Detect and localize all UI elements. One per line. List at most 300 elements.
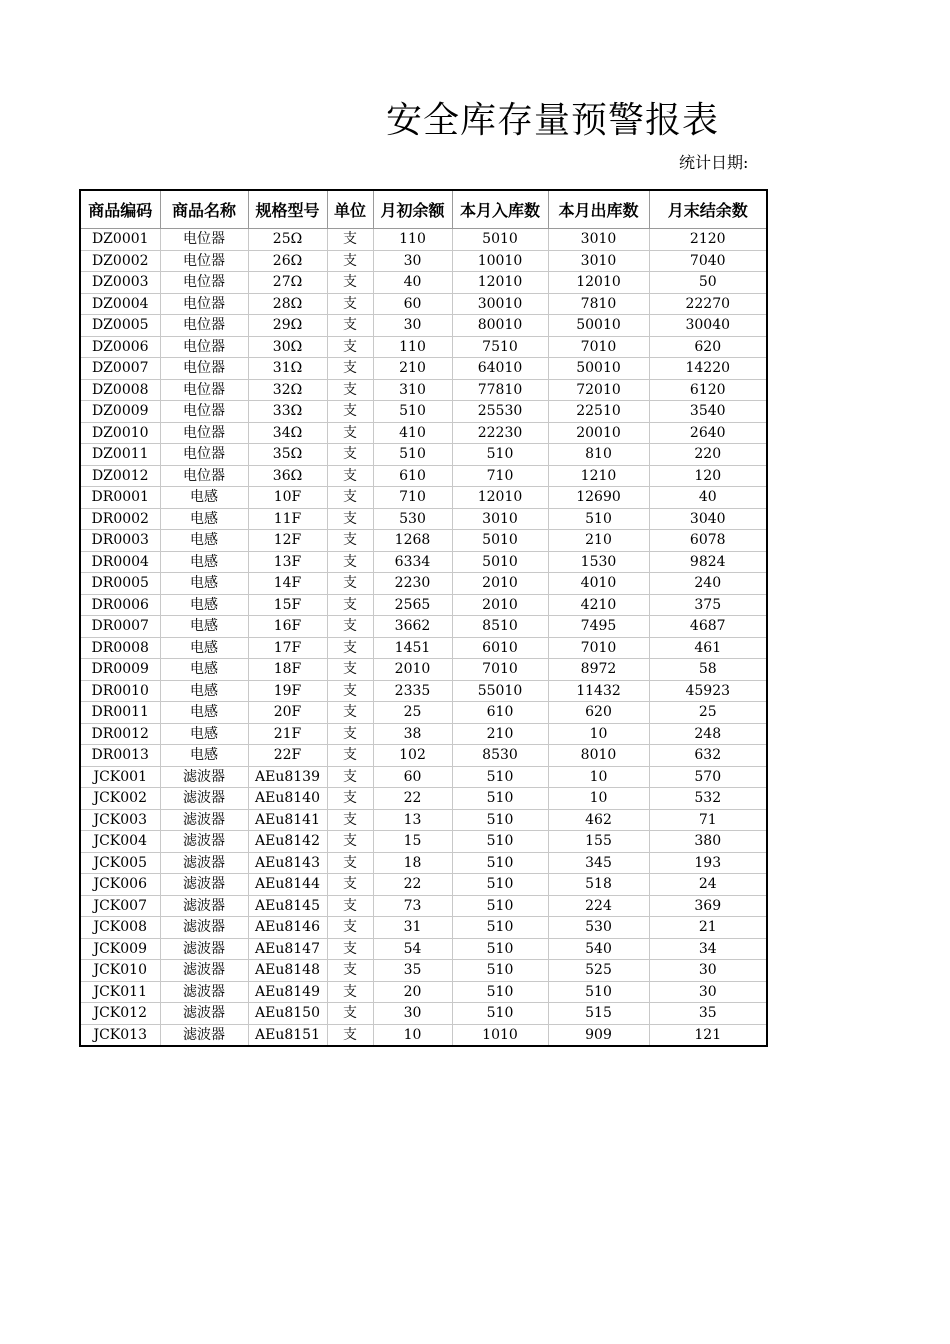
cell-item-code[interactable]: DZ0004	[80, 293, 160, 315]
cell-inbound-qty[interactable]: 30010	[452, 293, 548, 315]
cell-item-name[interactable]: 电感	[160, 680, 248, 702]
cell-closing-balance[interactable]: 25	[649, 702, 767, 724]
cell-spec-model[interactable]: 12F	[248, 530, 327, 552]
cell-closing-balance[interactable]: 532	[649, 788, 767, 810]
cell-opening-balance[interactable]: 35	[373, 960, 452, 982]
cell-opening-balance[interactable]: 73	[373, 895, 452, 917]
cell-item-name[interactable]: 电感	[160, 573, 248, 595]
cell-closing-balance[interactable]: 6120	[649, 379, 767, 401]
cell-spec-model[interactable]: AEu8146	[248, 917, 327, 939]
cell-item-name[interactable]: 电感	[160, 745, 248, 767]
cell-spec-model[interactable]: AEu8140	[248, 788, 327, 810]
cell-outbound-qty[interactable]: 7495	[548, 616, 649, 638]
cell-opening-balance[interactable]: 22	[373, 874, 452, 896]
cell-outbound-qty[interactable]: 155	[548, 831, 649, 853]
cell-outbound-qty[interactable]: 515	[548, 1003, 649, 1025]
cell-item-code[interactable]: DZ0003	[80, 272, 160, 294]
cell-spec-model[interactable]: 13F	[248, 551, 327, 573]
cell-item-name[interactable]: 滤波器	[160, 1024, 248, 1046]
cell-item-name[interactable]: 滤波器	[160, 852, 248, 874]
cell-item-code[interactable]: DZ0005	[80, 315, 160, 337]
cell-outbound-qty[interactable]: 525	[548, 960, 649, 982]
cell-spec-model[interactable]: AEu8144	[248, 874, 327, 896]
cell-unit[interactable]: 支	[327, 487, 373, 509]
cell-inbound-qty[interactable]: 7010	[452, 659, 548, 681]
cell-item-code[interactable]: DZ0012	[80, 465, 160, 487]
cell-inbound-qty[interactable]: 22230	[452, 422, 548, 444]
cell-closing-balance[interactable]: 369	[649, 895, 767, 917]
cell-outbound-qty[interactable]: 224	[548, 895, 649, 917]
cell-inbound-qty[interactable]: 510	[452, 831, 548, 853]
cell-item-code[interactable]: DR0004	[80, 551, 160, 573]
cell-unit[interactable]: 支	[327, 573, 373, 595]
cell-item-code[interactable]: DR0005	[80, 573, 160, 595]
cell-unit[interactable]: 支	[327, 659, 373, 681]
cell-unit[interactable]: 支	[327, 379, 373, 401]
cell-opening-balance[interactable]: 710	[373, 487, 452, 509]
cell-spec-model[interactable]: AEu8148	[248, 960, 327, 982]
cell-outbound-qty[interactable]: 7010	[548, 336, 649, 358]
cell-inbound-qty[interactable]: 5010	[452, 551, 548, 573]
cell-outbound-qty[interactable]: 4010	[548, 573, 649, 595]
cell-item-name[interactable]: 电感	[160, 659, 248, 681]
cell-item-code[interactable]: JCK001	[80, 766, 160, 788]
cell-spec-model[interactable]: AEu8149	[248, 981, 327, 1003]
cell-item-name[interactable]: 滤波器	[160, 831, 248, 853]
cell-closing-balance[interactable]: 14220	[649, 358, 767, 380]
cell-inbound-qty[interactable]: 8510	[452, 616, 548, 638]
cell-closing-balance[interactable]: 2640	[649, 422, 767, 444]
column-header-unit[interactable]: 单位	[327, 190, 373, 229]
cell-spec-model[interactable]: AEu8142	[248, 831, 327, 853]
cell-item-name[interactable]: 电位器	[160, 293, 248, 315]
cell-inbound-qty[interactable]: 510	[452, 852, 548, 874]
cell-item-code[interactable]: DR0001	[80, 487, 160, 509]
cell-spec-model[interactable]: 11F	[248, 508, 327, 530]
cell-item-name[interactable]: 电感	[160, 530, 248, 552]
cell-outbound-qty[interactable]: 7810	[548, 293, 649, 315]
cell-opening-balance[interactable]: 1451	[373, 637, 452, 659]
cell-opening-balance[interactable]: 15	[373, 831, 452, 853]
cell-item-code[interactable]: JCK008	[80, 917, 160, 939]
cell-closing-balance[interactable]: 193	[649, 852, 767, 874]
cell-opening-balance[interactable]: 3662	[373, 616, 452, 638]
cell-item-code[interactable]: DR0003	[80, 530, 160, 552]
cell-item-code[interactable]: DR0008	[80, 637, 160, 659]
cell-outbound-qty[interactable]: 10	[548, 788, 649, 810]
cell-opening-balance[interactable]: 310	[373, 379, 452, 401]
cell-unit[interactable]: 支	[327, 616, 373, 638]
cell-item-code[interactable]: JCK009	[80, 938, 160, 960]
cell-opening-balance[interactable]: 60	[373, 766, 452, 788]
cell-closing-balance[interactable]: 120	[649, 465, 767, 487]
cell-spec-model[interactable]: 29Ω	[248, 315, 327, 337]
cell-opening-balance[interactable]: 20	[373, 981, 452, 1003]
cell-inbound-qty[interactable]: 510	[452, 874, 548, 896]
cell-unit[interactable]: 支	[327, 422, 373, 444]
cell-unit[interactable]: 支	[327, 637, 373, 659]
cell-opening-balance[interactable]: 510	[373, 444, 452, 466]
cell-item-code[interactable]: JCK011	[80, 981, 160, 1003]
cell-spec-model[interactable]: 27Ω	[248, 272, 327, 294]
cell-inbound-qty[interactable]: 510	[452, 981, 548, 1003]
cell-opening-balance[interactable]: 6334	[373, 551, 452, 573]
cell-inbound-qty[interactable]: 610	[452, 702, 548, 724]
cell-closing-balance[interactable]: 9824	[649, 551, 767, 573]
cell-item-name[interactable]: 滤波器	[160, 809, 248, 831]
cell-item-name[interactable]: 电感	[160, 487, 248, 509]
cell-item-code[interactable]: DZ0011	[80, 444, 160, 466]
cell-unit[interactable]: 支	[327, 594, 373, 616]
cell-opening-balance[interactable]: 410	[373, 422, 452, 444]
cell-item-name[interactable]: 电位器	[160, 358, 248, 380]
cell-opening-balance[interactable]: 31	[373, 917, 452, 939]
cell-opening-balance[interactable]: 40	[373, 272, 452, 294]
cell-outbound-qty[interactable]: 12010	[548, 272, 649, 294]
cell-item-name[interactable]: 电位器	[160, 272, 248, 294]
cell-item-name[interactable]: 滤波器	[160, 874, 248, 896]
cell-closing-balance[interactable]: 50	[649, 272, 767, 294]
cell-item-code[interactable]: DZ0002	[80, 250, 160, 272]
cell-opening-balance[interactable]: 30	[373, 250, 452, 272]
cell-outbound-qty[interactable]: 518	[548, 874, 649, 896]
cell-item-name[interactable]: 滤波器	[160, 938, 248, 960]
cell-closing-balance[interactable]: 30	[649, 960, 767, 982]
cell-closing-balance[interactable]: 34	[649, 938, 767, 960]
cell-spec-model[interactable]: 19F	[248, 680, 327, 702]
cell-spec-model[interactable]: 35Ω	[248, 444, 327, 466]
cell-closing-balance[interactable]: 24	[649, 874, 767, 896]
cell-unit[interactable]: 支	[327, 831, 373, 853]
column-header-outbound-qty[interactable]: 本月出库数	[548, 190, 649, 229]
column-header-spec-model[interactable]: 规格型号	[248, 190, 327, 229]
cell-opening-balance[interactable]: 18	[373, 852, 452, 874]
cell-opening-balance[interactable]: 530	[373, 508, 452, 530]
cell-inbound-qty[interactable]: 80010	[452, 315, 548, 337]
cell-unit[interactable]: 支	[327, 315, 373, 337]
cell-item-code[interactable]: DZ0006	[80, 336, 160, 358]
cell-item-code[interactable]: DZ0010	[80, 422, 160, 444]
cell-outbound-qty[interactable]: 530	[548, 917, 649, 939]
cell-item-code[interactable]: DR0006	[80, 594, 160, 616]
cell-outbound-qty[interactable]: 10	[548, 766, 649, 788]
cell-unit[interactable]: 支	[327, 852, 373, 874]
cell-outbound-qty[interactable]: 4210	[548, 594, 649, 616]
cell-inbound-qty[interactable]: 2010	[452, 594, 548, 616]
cell-inbound-qty[interactable]: 8530	[452, 745, 548, 767]
cell-spec-model[interactable]: 31Ω	[248, 358, 327, 380]
cell-unit[interactable]: 支	[327, 229, 373, 251]
cell-unit[interactable]: 支	[327, 358, 373, 380]
column-header-item-name[interactable]: 商品名称	[160, 190, 248, 229]
cell-item-name[interactable]: 滤波器	[160, 895, 248, 917]
cell-closing-balance[interactable]: 240	[649, 573, 767, 595]
cell-inbound-qty[interactable]: 55010	[452, 680, 548, 702]
cell-spec-model[interactable]: 14F	[248, 573, 327, 595]
cell-inbound-qty[interactable]: 5010	[452, 229, 548, 251]
cell-unit[interactable]: 支	[327, 938, 373, 960]
cell-item-code[interactable]: DR0007	[80, 616, 160, 638]
cell-item-name[interactable]: 电感	[160, 637, 248, 659]
cell-item-name[interactable]: 滤波器	[160, 981, 248, 1003]
cell-inbound-qty[interactable]: 64010	[452, 358, 548, 380]
cell-item-name[interactable]: 电感	[160, 616, 248, 638]
cell-opening-balance[interactable]: 210	[373, 358, 452, 380]
cell-opening-balance[interactable]: 2230	[373, 573, 452, 595]
cell-spec-model[interactable]: 28Ω	[248, 293, 327, 315]
cell-spec-model[interactable]: 33Ω	[248, 401, 327, 423]
cell-unit[interactable]: 支	[327, 745, 373, 767]
cell-inbound-qty[interactable]: 710	[452, 465, 548, 487]
cell-opening-balance[interactable]: 610	[373, 465, 452, 487]
cell-item-name[interactable]: 电位器	[160, 336, 248, 358]
cell-unit[interactable]: 支	[327, 401, 373, 423]
cell-spec-model[interactable]: 16F	[248, 616, 327, 638]
cell-closing-balance[interactable]: 45923	[649, 680, 767, 702]
column-header-inbound-qty[interactable]: 本月入库数	[452, 190, 548, 229]
cell-opening-balance[interactable]: 30	[373, 1003, 452, 1025]
cell-inbound-qty[interactable]: 510	[452, 917, 548, 939]
column-header-closing-balance[interactable]: 月末结余数	[649, 190, 767, 229]
cell-inbound-qty[interactable]: 2010	[452, 573, 548, 595]
cell-inbound-qty[interactable]: 510	[452, 1003, 548, 1025]
column-header-item-code[interactable]: 商品编码	[80, 190, 160, 229]
cell-item-code[interactable]: JCK003	[80, 809, 160, 831]
cell-opening-balance[interactable]: 2010	[373, 659, 452, 681]
cell-item-code[interactable]: JCK010	[80, 960, 160, 982]
cell-spec-model[interactable]: 18F	[248, 659, 327, 681]
cell-item-name[interactable]: 电位器	[160, 401, 248, 423]
cell-outbound-qty[interactable]: 12690	[548, 487, 649, 509]
cell-opening-balance[interactable]: 25	[373, 702, 452, 724]
cell-closing-balance[interactable]: 121	[694, 1026, 722, 1043]
cell-item-code[interactable]: JCK002	[80, 788, 160, 810]
cell-item-code[interactable]: DZ0007	[80, 358, 160, 380]
cell-unit[interactable]: 支	[327, 917, 373, 939]
cell-opening-balance[interactable]: 54	[373, 938, 452, 960]
cell-unit[interactable]: 支	[327, 680, 373, 702]
cell-item-name[interactable]: 滤波器	[160, 917, 248, 939]
cell-outbound-qty[interactable]: 540	[548, 938, 649, 960]
cell-inbound-qty[interactable]: 510	[452, 809, 548, 831]
cell-spec-model[interactable]: 34Ω	[248, 422, 327, 444]
cell-inbound-qty[interactable]: 25530	[452, 401, 548, 423]
cell-unit[interactable]: 支	[327, 1024, 373, 1046]
cell-unit[interactable]: 支	[327, 960, 373, 982]
cell-item-name[interactable]: 电位器	[160, 465, 248, 487]
cell-spec-model[interactable]: 15F	[248, 594, 327, 616]
cell-closing-balance[interactable]: 3540	[649, 401, 767, 423]
cell-outbound-qty[interactable]: 810	[548, 444, 649, 466]
cell-spec-model[interactable]: 26Ω	[248, 250, 327, 272]
cell-outbound-qty[interactable]: 510	[548, 981, 649, 1003]
cell-outbound-qty[interactable]: 50010	[548, 315, 649, 337]
cell-unit[interactable]: 支	[327, 723, 373, 745]
cell-spec-model[interactable]: 25Ω	[248, 229, 327, 251]
cell-item-name[interactable]: 电位器	[160, 379, 248, 401]
cell-unit[interactable]: 支	[327, 444, 373, 466]
cell-spec-model[interactable]: 17F	[248, 637, 327, 659]
cell-item-name[interactable]: 滤波器	[160, 766, 248, 788]
cell-unit[interactable]: 支	[327, 336, 373, 358]
cell-closing-balance[interactable]: 380	[649, 831, 767, 853]
cell-inbound-qty[interactable]: 510	[452, 960, 548, 982]
cell-closing-balance[interactable]: 6078	[649, 530, 767, 552]
cell-spec-model[interactable]: AEu8141	[248, 809, 327, 831]
cell-opening-balance[interactable]: 2565	[373, 594, 452, 616]
cell-closing-balance[interactable]: 620	[649, 336, 767, 358]
cell-outbound-qty[interactable]: 10	[548, 723, 649, 745]
cell-unit[interactable]: 支	[327, 874, 373, 896]
cell-opening-balance[interactable]: 22	[373, 788, 452, 810]
cell-outbound-qty[interactable]: 50010	[548, 358, 649, 380]
cell-inbound-qty[interactable]: 77810	[452, 379, 548, 401]
cell-outbound-qty[interactable]: 345	[548, 852, 649, 874]
cell-opening-balance[interactable]: 30	[373, 315, 452, 337]
cell-closing-balance[interactable]: 7040	[649, 250, 767, 272]
cell-closing-balance[interactable]: 30	[649, 981, 767, 1003]
cell-inbound-qty[interactable]: 510	[452, 788, 548, 810]
cell-closing-balance[interactable]: 58	[649, 659, 767, 681]
cell-spec-model[interactable]: AEu8151	[248, 1024, 327, 1046]
cell-item-name[interactable]: 电位器	[160, 422, 248, 444]
cell-inbound-qty[interactable]: 1010	[452, 1024, 548, 1046]
cell-opening-balance[interactable]: 510	[373, 401, 452, 423]
cell-outbound-qty[interactable]: 510	[548, 508, 649, 530]
cell-outbound-qty[interactable]: 462	[548, 809, 649, 831]
cell-outbound-qty[interactable]: 210	[548, 530, 649, 552]
cell-item-code[interactable]: JCK013	[80, 1024, 160, 1046]
cell-unit[interactable]: 支	[327, 293, 373, 315]
cell-outbound-qty[interactable]: 8010	[548, 745, 649, 767]
cell-spec-model[interactable]: AEu8147	[248, 938, 327, 960]
cell-closing-balance[interactable]: 71	[649, 809, 767, 831]
cell-closing-balance[interactable]: 375	[649, 594, 767, 616]
cell-closing-balance[interactable]: 21	[649, 917, 767, 939]
cell-unit[interactable]: 支	[327, 788, 373, 810]
cell-opening-balance[interactable]: 110	[373, 229, 452, 251]
cell-closing-balance[interactable]: 40	[649, 487, 767, 509]
cell-closing-balance[interactable]: 220	[649, 444, 767, 466]
cell-unit[interactable]: 支	[327, 250, 373, 272]
cell-closing-balance[interactable]: 35	[649, 1003, 767, 1025]
cell-item-code[interactable]: JCK004	[80, 831, 160, 853]
cell-unit[interactable]: 支	[327, 895, 373, 917]
cell-spec-model[interactable]: 36Ω	[248, 465, 327, 487]
cell-item-name[interactable]: 滤波器	[160, 1003, 248, 1025]
cell-inbound-qty[interactable]: 3010	[452, 508, 548, 530]
cell-unit[interactable]: 支	[327, 272, 373, 294]
cell-item-name[interactable]: 电位器	[160, 444, 248, 466]
cell-closing-balance[interactable]: 3040	[649, 508, 767, 530]
cell-spec-model[interactable]: 21F	[248, 723, 327, 745]
cell-item-name[interactable]: 滤波器	[160, 788, 248, 810]
cell-inbound-qty[interactable]: 12010	[452, 487, 548, 509]
cell-item-name[interactable]: 电感	[160, 702, 248, 724]
cell-spec-model[interactable]: 32Ω	[248, 379, 327, 401]
cell-item-code[interactable]: DZ0008	[80, 379, 160, 401]
cell-item-code[interactable]: DR0013	[80, 745, 160, 767]
cell-closing-balance[interactable]: 632	[649, 745, 767, 767]
cell-outbound-qty[interactable]: 20010	[548, 422, 649, 444]
cell-item-code[interactable]: DR0011	[80, 702, 160, 724]
cell-item-code[interactable]: JCK006	[80, 874, 160, 896]
cell-item-code[interactable]: JCK012	[80, 1003, 160, 1025]
cell-inbound-qty[interactable]: 6010	[452, 637, 548, 659]
cell-unit[interactable]: 支	[327, 1003, 373, 1025]
cell-item-code[interactable]: JCK007	[80, 895, 160, 917]
cell-opening-balance[interactable]: 110	[373, 336, 452, 358]
cell-unit[interactable]: 支	[327, 530, 373, 552]
cell-spec-model[interactable]: AEu8150	[248, 1003, 327, 1025]
cell-outbound-qty[interactable]: 909	[548, 1024, 649, 1046]
cell-item-name[interactable]: 滤波器	[160, 960, 248, 982]
cell-unit[interactable]: 支	[327, 766, 373, 788]
cell-item-name[interactable]: 电感	[160, 551, 248, 573]
cell-spec-model[interactable]: 30Ω	[248, 336, 327, 358]
cell-inbound-qty[interactable]: 510	[452, 444, 548, 466]
cell-item-name[interactable]: 电感	[160, 723, 248, 745]
cell-item-name[interactable]: 电位器	[160, 229, 248, 251]
cell-spec-model[interactable]: 10F	[248, 487, 327, 509]
cell-outbound-qty[interactable]: 72010	[548, 379, 649, 401]
cell-opening-balance[interactable]: 1268	[373, 530, 452, 552]
cell-outbound-qty[interactable]: 7010	[548, 637, 649, 659]
cell-inbound-qty[interactable]: 10010	[452, 250, 548, 272]
column-header-opening-balance[interactable]: 月初余额	[373, 190, 452, 229]
cell-closing-balance[interactable]: 570	[649, 766, 767, 788]
cell-outbound-qty[interactable]: 11432	[548, 680, 649, 702]
cell-opening-balance[interactable]: 2335	[373, 680, 452, 702]
cell-item-code[interactable]: DR0010	[80, 680, 160, 702]
cell-inbound-qty[interactable]: 5010	[452, 530, 548, 552]
cell-unit[interactable]: 支	[327, 702, 373, 724]
cell-unit[interactable]: 支	[327, 465, 373, 487]
cell-outbound-qty[interactable]: 22510	[548, 401, 649, 423]
cell-item-name[interactable]: 电感	[160, 594, 248, 616]
cell-unit[interactable]: 支	[327, 508, 373, 530]
cell-item-name[interactable]: 电位器	[160, 250, 248, 272]
cell-unit[interactable]: 支	[327, 981, 373, 1003]
cell-opening-balance[interactable]: 60	[373, 293, 452, 315]
cell-opening-balance[interactable]: 10	[373, 1024, 452, 1046]
cell-inbound-qty[interactable]: 210	[452, 723, 548, 745]
cell-closing-balance[interactable]: 30040	[649, 315, 767, 337]
cell-opening-balance[interactable]: 13	[373, 809, 452, 831]
cell-unit[interactable]: 支	[327, 809, 373, 831]
cell-outbound-qty[interactable]: 1530	[548, 551, 649, 573]
cell-outbound-qty[interactable]: 3010	[548, 250, 649, 272]
cell-outbound-qty[interactable]: 3010	[548, 229, 649, 251]
cell-spec-model[interactable]: 22F	[248, 745, 327, 767]
cell-item-code[interactable]: DZ0009	[80, 401, 160, 423]
cell-closing-balance[interactable]: 461	[649, 637, 767, 659]
cell-item-code[interactable]: DR0002	[80, 508, 160, 530]
cell-outbound-qty[interactable]: 1210	[548, 465, 649, 487]
cell-opening-balance[interactable]: 102	[373, 745, 452, 767]
cell-spec-model[interactable]: 20F	[248, 702, 327, 724]
cell-closing-balance[interactable]: 22270	[649, 293, 767, 315]
cell-item-name[interactable]: 电感	[160, 508, 248, 530]
cell-inbound-qty[interactable]: 510	[452, 938, 548, 960]
cell-spec-model[interactable]: AEu8143	[248, 852, 327, 874]
cell-inbound-qty[interactable]: 7510	[452, 336, 548, 358]
cell-item-code[interactable]: DR0009	[80, 659, 160, 681]
cell-inbound-qty[interactable]: 12010	[452, 272, 548, 294]
cell-item-code[interactable]: DR0012	[80, 723, 160, 745]
cell-unit[interactable]: 支	[327, 551, 373, 573]
cell-item-code[interactable]: JCK005	[80, 852, 160, 874]
